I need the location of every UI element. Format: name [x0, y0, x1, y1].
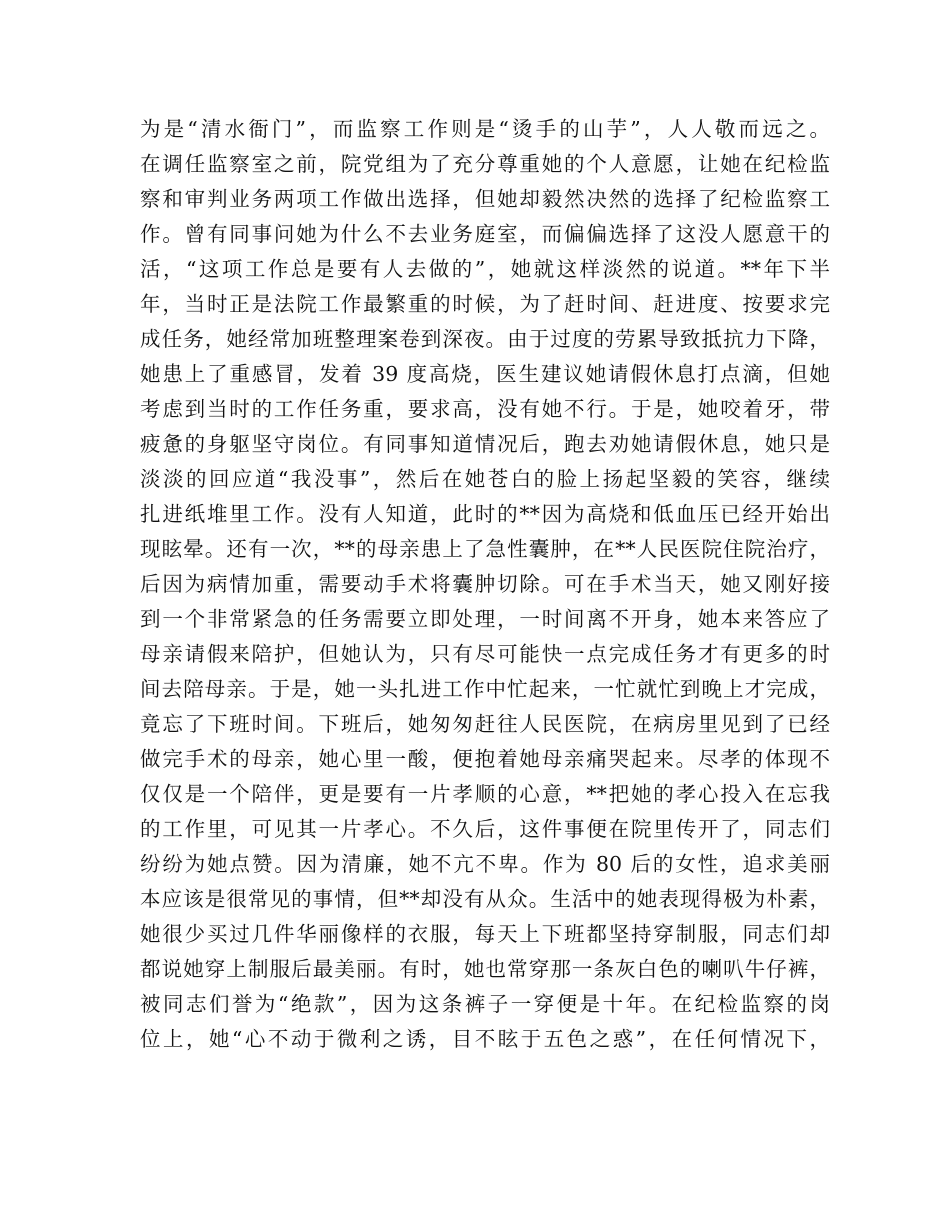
text-line: 间去陪母亲。于是，她一头扎进工作中忙起来，一忙就忙到晚上才完成，	[140, 677, 830, 701]
text-line: 后因为病情加重，需要动手术将囊肿切除。可在手术当天，她又刚好接	[140, 572, 830, 596]
text-line: 扎进纸堆里工作。没有人知道，此时的**因为高烧和低血压已经开始出	[140, 502, 830, 526]
text-line: 疲惫的身躯坚守岗位。有同事知道情况后，跑去劝她请假休息，她只是	[140, 432, 830, 456]
text-line: 为是“清水衙门”，而监察工作则是“烫手的山芋”，人人敬而远之。	[140, 117, 830, 141]
text-line: 竟忘了下班时间。下班后，她匆匆赶往人民医院，在病房里见到了已经	[140, 712, 830, 736]
text-line: 作。曾有同事问她为什么不去业务庭室，而偏偏选择了这没人愿意干的	[140, 222, 830, 246]
text-line: 考虑到当时的工作任务重，要求高，没有她不行。于是，她咬着牙，带	[140, 397, 830, 421]
text-line: 母亲请假来陪护，但她认为，只有尽可能快一点完成任务才有更多的时	[140, 642, 830, 666]
text-line: 都说她穿上制服后最美丽。有时，她也常穿那一条灰白色的喇叭牛仔裤，	[140, 957, 830, 981]
body-text	[140, 112, 830, 1057]
text-line: 现眩晕。还有一次，**的母亲患上了急性囊肿，在**人民医院住院治疗，	[140, 537, 830, 561]
text-line: 成任务，她经常加班整理案卷到深夜。由于过度的劳累导致抵抗力下降，	[140, 327, 830, 351]
text-line: 纷纷为她点赞。因为清廉，她不亢不卑。作为 80 后的女性，追求美丽	[140, 852, 830, 876]
text-line: 做完手术的母亲，她心里一酸，便抱着她母亲痛哭起来。尽孝的体现不	[140, 747, 830, 771]
text-line: 在调任监察室之前，院党组为了充分尊重她的个人意愿，让她在纪检监	[140, 152, 830, 176]
text-line: 活，“这项工作总是要有人去做的”，她就这样淡然的说道。**年下半	[140, 257, 830, 281]
text-line: 淡淡的回应道“我没事”，然后在她苍白的脸上扬起坚毅的笑容，继续	[140, 467, 830, 491]
text-line: 她很少买过几件华丽像样的衣服，每天上下班都坚持穿制服，同志们却	[140, 922, 830, 946]
text-line: 她患上了重感冒，发着 39 度高烧，医生建议她请假休息打点滴，但她	[140, 362, 830, 386]
text-line: 仅仅是一个陪伴，更是要有一片孝顺的心意，**把她的孝心投入在忘我	[140, 782, 830, 806]
text-line: 位上，她“心不动于微利之诱，目不眩于五色之惑”，在任何情况下，	[140, 1027, 830, 1051]
text-line: 到一个非常紧急的任务需要立即处理，一时间离不开身，她本来答应了	[140, 607, 830, 631]
text-line: 察和审判业务两项工作做出选择，但她却毅然决然的选择了纪检监察工	[140, 187, 830, 211]
text-line: 本应该是很常见的事情，但**却没有从众。生活中的她表现得极为朴素，	[140, 887, 830, 911]
text-line: 年，当时正是法院工作最繁重的时候，为了赶时间、赶进度、按要求完	[140, 292, 830, 316]
text-line: 被同志们誉为“绝款”，因为这条裤子一穿便是十年。在纪检监察的岗	[140, 992, 830, 1016]
text-line: 的工作里，可见其一片孝心。不久后，这件事便在院里传开了，同志们	[140, 817, 830, 841]
